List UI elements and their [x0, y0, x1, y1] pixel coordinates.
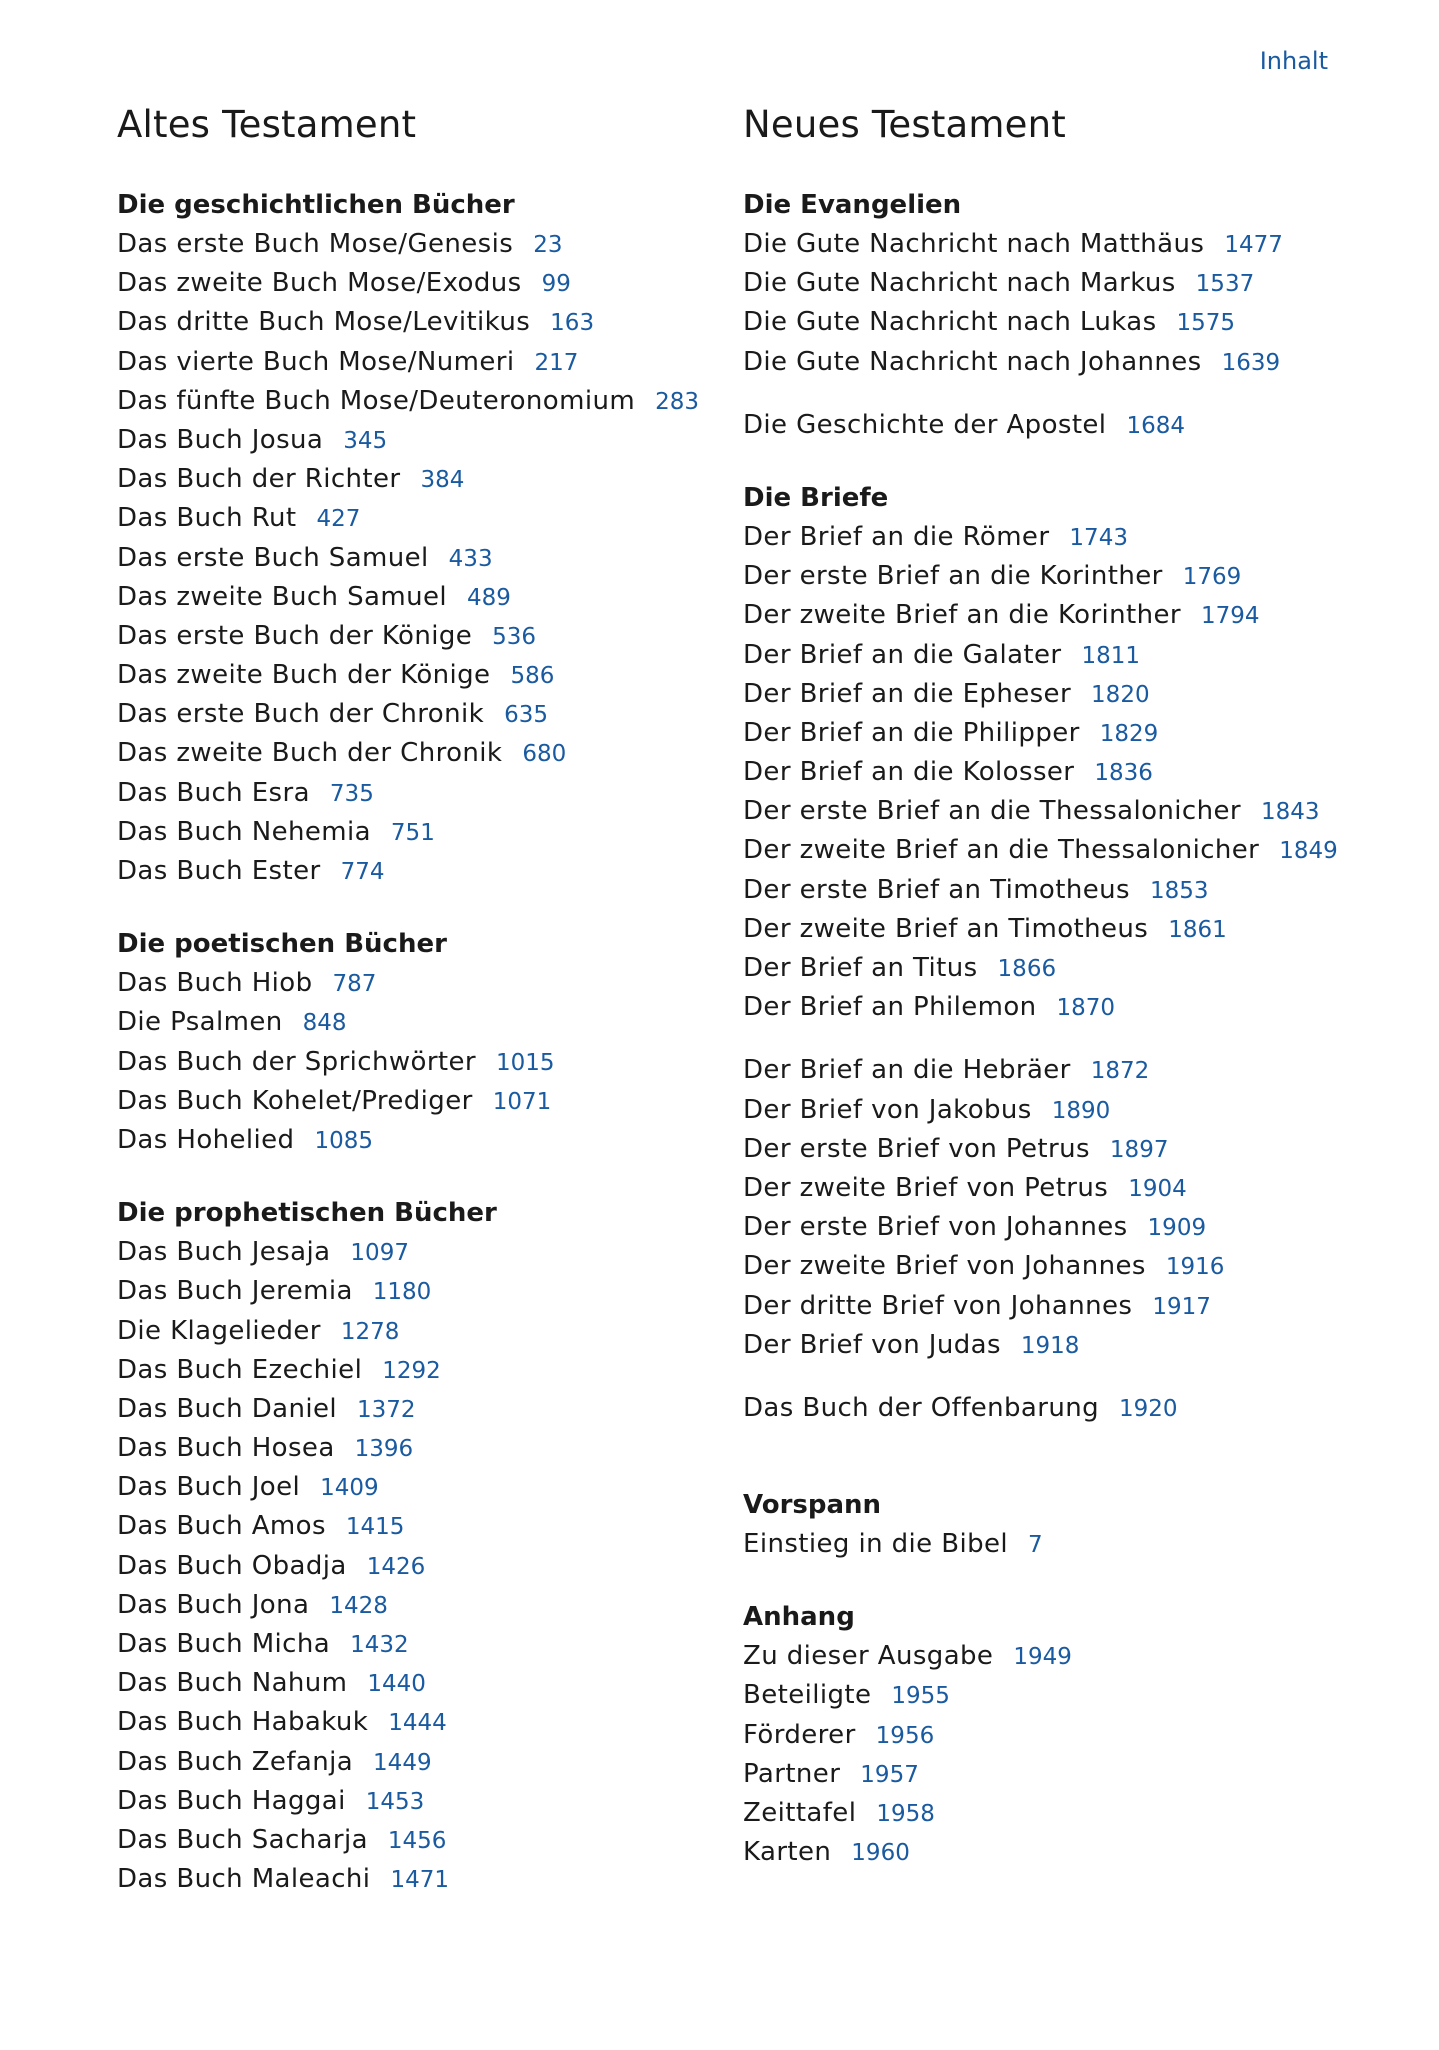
toc-page-number: 1432: [350, 1632, 409, 1658]
toc-entry-title: Das zweite Buch der Chronik: [117, 738, 503, 769]
toc-entry-title: Das Buch Josua: [117, 424, 324, 455]
toc-page-number: 1836: [1094, 760, 1153, 787]
toc-entry: [117, 1664, 717, 1703]
toc-section-revelation: [743, 1389, 1383, 1428]
toc-page-number: 283: [655, 388, 699, 415]
toc-entry: [743, 1755, 1383, 1794]
toc-page-number: 384: [420, 467, 465, 494]
toc-entry-title: Das zweite Buch Mose/Exodus: [117, 268, 522, 299]
toc-entry-title: Das Buch Nahum: [117, 1668, 348, 1699]
toc-section-historical: [117, 186, 717, 891]
new-testament-title: Neues Testament: [743, 103, 1066, 146]
toc-entry: [117, 774, 717, 813]
toc-page-number: 1849: [1279, 838, 1338, 865]
toc-entry: [117, 1586, 717, 1625]
toc-page-number: 1409: [320, 1475, 379, 1502]
toc-entry: [743, 1051, 1383, 1090]
section-heading: Die prophetischen Bücher: [117, 1198, 497, 1229]
toc-page-number: 1426: [366, 1553, 426, 1580]
toc-entry-title: Das Buch Jona: [117, 1589, 310, 1620]
toc-entry: [117, 1351, 717, 1390]
toc-page-number: 1071: [492, 1088, 552, 1115]
toc-page-number: 787: [332, 971, 377, 998]
section-heading: Anhang: [743, 1602, 855, 1633]
toc-entry-title: Das Buch Habakuk: [117, 1707, 369, 1738]
toc-section-acts: [743, 406, 1383, 445]
toc-page-number: 1904: [1128, 1175, 1187, 1202]
toc-page-number: 848: [302, 1010, 347, 1037]
toc-page-number: 1918: [1020, 1332, 1080, 1359]
toc-entry: [743, 636, 1383, 675]
toc-entry: [117, 343, 717, 382]
toc-entry-title: Der Brief an die Epheser: [743, 678, 1072, 709]
toc-entry: [117, 1860, 717, 1899]
toc-entry-title: Das Buch Zefanja: [117, 1746, 354, 1777]
toc-entry-title: Der Brief an die Kolosser: [743, 757, 1075, 788]
toc-entry: [743, 910, 1383, 949]
toc-section-appendix: [743, 1598, 1383, 1872]
toc-entry: [743, 1130, 1383, 1169]
toc-entry-title: Das erste Buch der Könige: [117, 620, 473, 651]
toc-entry: [117, 1743, 717, 1782]
toc-entry: [117, 264, 717, 303]
toc-entry-title: Das Buch Jesaja: [117, 1237, 331, 1268]
toc-entry: [743, 225, 1383, 264]
toc-page-number: 1843: [1260, 799, 1320, 826]
toc-entry-title: Der Brief an die Galater: [743, 639, 1062, 670]
toc-entry-title: Das dritte Buch Mose/Levitikus: [117, 307, 531, 338]
toc-entry: [117, 539, 717, 578]
toc-entry-title: Der Brief an Philemon: [743, 992, 1037, 1023]
toc-entry: [117, 695, 717, 734]
toc-page-number: 99: [541, 271, 571, 298]
toc-page-number: 1957: [860, 1761, 919, 1788]
toc-entry: [743, 1389, 1383, 1428]
toc-entry: [117, 1082, 717, 1121]
toc-entry: [117, 1468, 717, 1507]
toc-entry: [117, 225, 717, 264]
toc-entry-title: Zeittafel: [743, 1798, 857, 1828]
toc-entry: [117, 1429, 717, 1468]
toc-page-number: 1916: [1165, 1254, 1225, 1281]
toc-page-number: 1769: [1182, 564, 1242, 591]
toc-entry-title: Der Brief an die Philipper: [743, 717, 1080, 748]
toc-page-number: 1897: [1109, 1136, 1169, 1163]
toc-entry-title: Das Buch Obadja: [117, 1550, 347, 1581]
toc-entry: [743, 303, 1383, 342]
toc-entry: [743, 406, 1383, 445]
section-heading: Vorspann: [743, 1490, 882, 1521]
toc-page-number: 1866: [997, 956, 1057, 982]
toc-entry: [743, 988, 1383, 1027]
running-head: Inhalt: [1259, 47, 1328, 75]
toc-entry: [117, 964, 717, 1003]
toc-entry: [117, 421, 717, 460]
toc-entry: [117, 1003, 717, 1042]
toc-entry: [117, 734, 717, 773]
toc-entry-title: Das Buch Rut: [117, 503, 297, 534]
toc-entry-title: Das Buch Haggai: [117, 1785, 346, 1816]
toc-entry-title: Das erste Buch Samuel: [117, 542, 429, 573]
toc-entry-title: Partner: [743, 1758, 841, 1789]
toc-entry-title: Die Geschichte der Apostel: [743, 409, 1107, 440]
toc-page-number: 1471: [390, 1867, 449, 1894]
toc-page-number: 489: [466, 584, 511, 611]
toc-entry-title: Der Brief von Judas: [743, 1329, 1001, 1360]
toc-page-number: 1444: [388, 1710, 447, 1737]
toc-page-number: 1449: [373, 1749, 432, 1776]
toc-entry-title: Das Buch der Sprichwörter: [117, 1046, 477, 1077]
toc-page-number: 1853: [1149, 877, 1209, 904]
toc-page-number: 1440: [367, 1671, 426, 1698]
toc-page-number: 1955: [891, 1683, 950, 1710]
toc-page-number: 7: [1028, 1532, 1043, 1559]
toc-page-number: 1811: [1081, 642, 1141, 669]
toc-page-number: 1956: [875, 1722, 935, 1749]
toc-entry: [117, 1233, 717, 1272]
toc-page-number: 1639: [1221, 349, 1281, 376]
toc-page-number: 1958: [876, 1801, 935, 1827]
toc-page-number: 751: [390, 819, 435, 846]
toc-entry: [743, 1637, 1383, 1676]
toc-entry-title: Der zweite Brief an die Thessalonicher: [743, 835, 1260, 866]
toc-page-number: 536: [492, 623, 537, 650]
toc-entry-title: Förderer: [743, 1719, 856, 1750]
toc-entry-title: Der erste Brief an die Thessalonicher: [743, 796, 1241, 827]
toc-page-number: 1015: [496, 1049, 555, 1076]
toc-entry-title: Das Hohelied: [117, 1124, 295, 1155]
toc-entry-title: Das erste Buch der Chronik: [117, 699, 485, 730]
toc-page-number: 1820: [1091, 681, 1150, 708]
toc-entry: [743, 264, 1383, 303]
toc-entry: [117, 460, 717, 499]
toc-entry-title: Beteiligte: [743, 1680, 872, 1711]
toc-section-gospels: [743, 186, 1383, 382]
toc-entry-title: Der zweite Brief an Timotheus: [743, 913, 1149, 944]
toc-entry-title: Der zweite Brief von Petrus: [743, 1172, 1109, 1203]
toc-entry-title: Das zweite Buch der Könige: [117, 660, 491, 691]
toc-entry: [743, 1091, 1383, 1130]
toc-entry-title: Die Gute Nachricht nach Markus: [743, 268, 1176, 299]
toc-entry-title: Der erste Brief von Johannes: [743, 1212, 1128, 1243]
toc-entry: [117, 1782, 717, 1821]
toc-entry-title: Die Gute Nachricht nach Johannes: [743, 346, 1202, 377]
toc-page-number: 1575: [1176, 310, 1236, 337]
toc-page-number: 1684: [1126, 412, 1185, 439]
toc-page-number: 1794: [1201, 603, 1260, 630]
toc-entry-title: Die Klagelieder: [117, 1315, 321, 1346]
toc-page-number: 1453: [365, 1788, 425, 1815]
section-heading: Die poetischen Bücher: [117, 929, 447, 960]
toc-entry: [743, 1326, 1383, 1365]
toc-page-number: 1920: [1119, 1395, 1178, 1422]
toc-page-number: 1949: [1013, 1644, 1072, 1671]
toc-entry: [743, 792, 1383, 831]
toc-section-general-letters: [743, 1051, 1383, 1365]
section-heading: Die Evangelien: [743, 190, 962, 220]
old-testament-column: [117, 98, 717, 1899]
new-testament-column: [743, 98, 1383, 1872]
toc-entry: [117, 1821, 717, 1860]
toc-entry-title: Das Buch Hiob: [117, 968, 313, 999]
toc-entry-title: Karten: [743, 1837, 832, 1868]
toc-page-number: 1960: [851, 1840, 910, 1867]
toc-page-number: 1890: [1051, 1097, 1111, 1124]
toc-entry: [117, 1703, 717, 1742]
toc-entry: [743, 753, 1383, 792]
toc-entry: [743, 343, 1383, 382]
toc-entry-title: Der zweite Brief von Johannes: [743, 1251, 1146, 1282]
toc-entry-title: Das erste Buch Mose/Genesis: [117, 229, 514, 259]
toc-entry-title: Zu dieser Ausgabe: [743, 1641, 994, 1672]
toc-entry: [117, 813, 717, 852]
toc-entry-title: Das Buch Amos: [117, 1511, 326, 1542]
toc-entry: [743, 1525, 1383, 1564]
toc-page-number: 217: [534, 349, 579, 376]
toc-page-number: 345: [343, 427, 388, 454]
toc-section-prophetic: [117, 1194, 717, 1899]
toc-entry-title: Das fünfte Buch Mose/Deuteronomium: [117, 385, 636, 416]
toc-entry-title: Der zweite Brief an die Korinther: [743, 600, 1181, 631]
toc-entry-title: Der erste Brief von Petrus: [743, 1133, 1090, 1164]
toc-entry: [117, 1547, 717, 1586]
toc-page-number: 433: [448, 545, 493, 572]
toc-entry: [117, 1043, 717, 1082]
toc-entry-title: Einstieg in die Bibel: [743, 1529, 1008, 1560]
toc-page-number: 427: [316, 506, 361, 533]
toc-entry-title: Das vierte Buch Mose/Numeri: [117, 346, 515, 377]
toc-entry-title: Das Buch Nehemia: [117, 816, 371, 847]
toc-entry: [117, 617, 717, 656]
toc-section-front-matter: [743, 1486, 1383, 1564]
toc-entry: [117, 1507, 717, 1546]
toc-entry: [117, 852, 717, 891]
toc-entry-title: Die Gute Nachricht nach Lukas: [743, 307, 1157, 338]
toc-entry: [743, 1169, 1383, 1208]
toc-entry-title: Der erste Brief an die Korinther: [743, 561, 1163, 592]
toc-entry: [117, 1625, 717, 1664]
toc-entry-title: Das Buch Micha: [117, 1629, 331, 1659]
toc-page-number: 1537: [1195, 271, 1255, 298]
toc-entry: [743, 831, 1383, 870]
toc-entry: [743, 1676, 1383, 1715]
toc-entry: [743, 1794, 1383, 1833]
toc-entry-title: Der erste Brief an Timotheus: [743, 874, 1130, 905]
toc-page-number: 586: [510, 663, 555, 690]
toc-entry-title: Das Buch Daniel: [117, 1393, 337, 1424]
toc-section-letters: [743, 479, 1383, 1027]
toc-page-number: 1870: [1056, 995, 1116, 1022]
toc-page-number: 1278: [340, 1318, 400, 1345]
toc-page-number: 1372: [357, 1396, 416, 1423]
toc-page-number: 1917: [1152, 1293, 1211, 1320]
toc-entry-title: Das Buch Ezechiel: [117, 1354, 363, 1385]
toc-entry-title: Der Brief an Titus: [743, 953, 978, 983]
toc-entry-title: Das Buch der Offenbarung: [743, 1392, 1100, 1423]
toc-entry-title: Der Brief an die Hebräer: [743, 1055, 1071, 1086]
toc-entry: [743, 1833, 1383, 1872]
toc-entry-title: Das zweite Buch Samuel: [117, 581, 447, 612]
toc-section-poetic: [117, 925, 717, 1160]
toc-entry-title: Das Buch Kohelet/Prediger: [117, 1085, 473, 1116]
toc-entry-title: Das Buch der Richter: [117, 464, 401, 495]
toc-entry: [117, 578, 717, 617]
toc-entry: [117, 1272, 717, 1311]
toc-entry-title: Das Buch Maleachi: [117, 1864, 371, 1895]
toc-entry: [743, 596, 1383, 635]
toc-entry-title: Das Buch Joel: [117, 1472, 301, 1503]
toc-entry: [117, 1312, 717, 1351]
toc-page-number: 1829: [1099, 720, 1159, 747]
toc-page-number: 1872: [1090, 1058, 1150, 1085]
toc-entry: [743, 1247, 1383, 1286]
toc-page-number: 1909: [1147, 1215, 1207, 1242]
toc-page-number: 1477: [1224, 232, 1283, 258]
toc-entry-title: Das Buch Sacharja: [117, 1824, 368, 1855]
toc-page-number: 635: [504, 702, 548, 729]
toc-entry: [743, 1208, 1383, 1247]
toc-page-number: 1396: [354, 1436, 414, 1463]
toc-page-number: 23: [533, 232, 563, 258]
toc-entry: [743, 518, 1383, 557]
toc-entry: [743, 675, 1383, 714]
toc-entry: [743, 714, 1383, 753]
toc-entry-title: Der Brief von Jakobus: [743, 1094, 1032, 1125]
toc-page-number: 1743: [1069, 524, 1128, 551]
toc-page-number: 1456: [387, 1827, 447, 1854]
toc-page-number: 1180: [372, 1279, 432, 1306]
toc-page-number: 1415: [345, 1514, 405, 1541]
toc-page-number: 735: [329, 780, 374, 807]
toc-entry: [743, 557, 1383, 596]
section-heading: Die Briefe: [743, 482, 889, 513]
toc-entry: [743, 1287, 1383, 1326]
section-heading: Die geschichtlichen Bücher: [117, 190, 515, 220]
toc-entry: [117, 303, 717, 342]
toc-page-number: 163: [550, 310, 595, 337]
toc-page-number: 1097: [350, 1240, 409, 1267]
toc-page-number: 680: [522, 741, 567, 768]
toc-entry: [117, 1121, 717, 1160]
toc-page-number: 774: [340, 859, 385, 885]
toc-page-number: 1085: [314, 1127, 373, 1154]
toc-entry: [117, 499, 717, 538]
old-testament-title: Altes Testament: [117, 103, 417, 146]
toc-entry-title: Der Brief an die Römer: [743, 521, 1050, 552]
toc-page-number: 1428: [329, 1592, 388, 1619]
toc-entry: [117, 1390, 717, 1429]
toc-entry-title: Der dritte Brief von Johannes: [743, 1290, 1133, 1321]
toc-entry: [743, 949, 1383, 988]
toc-entry: [117, 382, 717, 421]
toc-entry: [743, 1716, 1383, 1755]
toc-entry-title: Das Buch Ester: [117, 856, 321, 886]
toc-entry-title: Das Buch Hosea: [117, 1433, 335, 1464]
toc-page-number: 1292: [382, 1357, 441, 1384]
toc-entry-title: Das Buch Jeremia: [117, 1276, 353, 1307]
toc-entry-title: Die Psalmen: [117, 1007, 283, 1038]
toc-entry: [743, 871, 1383, 910]
toc-page-number: 1861: [1168, 916, 1227, 943]
toc-entry-title: Die Gute Nachricht nach Matthäus: [743, 229, 1205, 259]
toc-entry: [117, 656, 717, 695]
toc-entry-title: Das Buch Esra: [117, 777, 310, 808]
